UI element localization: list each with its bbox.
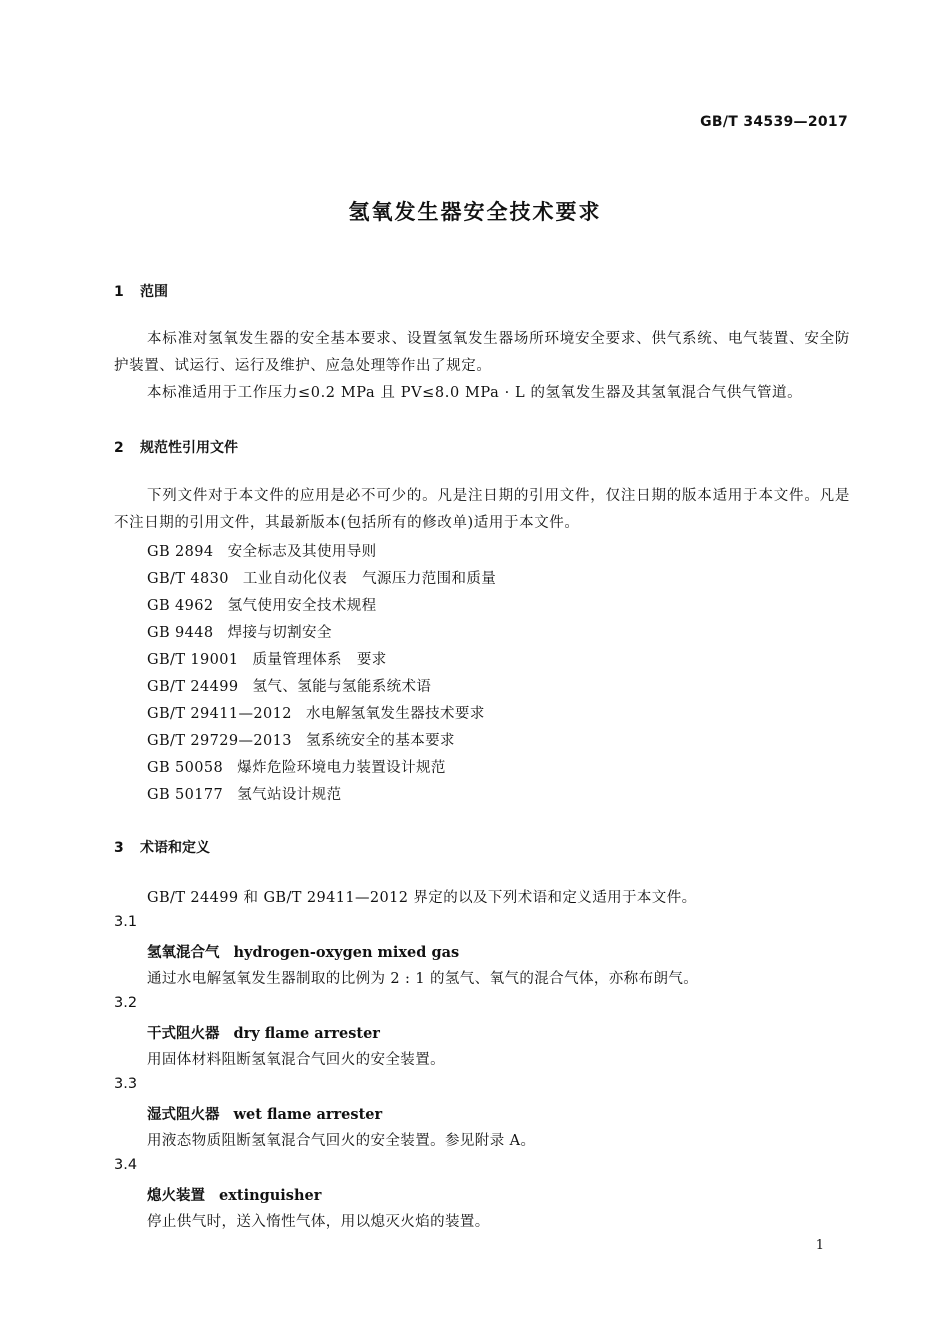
reference-code: GB 9448	[147, 625, 214, 641]
section-title: 规范性引用文件	[140, 440, 238, 456]
reference-title: 工业自动化仪表 气源压力范围和质量	[242, 571, 497, 587]
reference-code: GB 50058	[147, 760, 224, 776]
section-2-heading	[114, 437, 238, 457]
term-name	[147, 1103, 382, 1124]
term-name-en: dry flame arrester	[233, 1025, 380, 1042]
reference-title: 爆炸危险环境电力装置设计规范	[237, 760, 446, 776]
reference-code: GB 50177	[147, 787, 224, 803]
section-number: 3	[114, 840, 124, 856]
reference-code: GB/T 29411—2012	[147, 706, 292, 722]
terms-intro: GB/T 24499 和 GB/T 29411—2012 界定的以及下列术语和定义适用于本文件。	[147, 890, 697, 906]
reference-title: 氢气站设计规范	[237, 787, 342, 803]
reference-item	[147, 540, 377, 561]
term-number: 3.2	[114, 995, 138, 1011]
term-name-en: wet flame arrester	[233, 1106, 383, 1123]
term-definition: 停止供气时，送入惰性气体，用以熄灭火焰的装置。	[147, 1214, 490, 1230]
reference-item	[147, 594, 377, 615]
reference-item	[147, 702, 485, 723]
reference-title: 水电解氢氧发生器技术要求	[305, 706, 485, 722]
section-title: 术语和定义	[140, 840, 210, 856]
term-name	[147, 941, 459, 962]
term-number: 3.3	[114, 1076, 138, 1092]
term-definition: 用液态物质阻断氢氧混合气回火的安全装置。参见附录 A。	[147, 1133, 536, 1149]
term-definition: 用固体材料阻断氢氧混合气回火的安全装置。	[147, 1052, 445, 1068]
section-3-heading	[114, 837, 210, 857]
reference-item	[147, 567, 496, 588]
reference-title: 氢系统安全的基本要求	[305, 733, 455, 749]
reference-title: 氢气使用安全技术规程	[227, 598, 377, 614]
reference-title: 焊接与切割安全	[227, 625, 332, 641]
reference-item	[147, 729, 455, 750]
term-definition: 通过水电解氢氧发生器制取的比例为 2 : 1 的氢气、氧气的混合气体，亦称布朗气。	[147, 971, 699, 987]
page-number: 1	[815, 1238, 824, 1253]
reference-code: GB/T 24499	[147, 679, 239, 695]
term-name-cn: 氢氧混合气	[147, 945, 220, 961]
reference-item	[147, 675, 431, 696]
term-name-en: hydrogen-oxygen mixed gas	[233, 944, 460, 961]
term-name	[147, 1022, 380, 1043]
section-number: 2	[114, 440, 124, 456]
section-1-heading	[114, 281, 168, 301]
term-name-cn: 熄火装置	[147, 1188, 205, 1204]
term-name-en: extinguisher	[219, 1187, 322, 1204]
section-number: 1	[114, 284, 124, 300]
reference-item	[147, 783, 342, 804]
document-title: 氢氧发生器安全技术要求	[348, 200, 602, 224]
reference-title: 安全标志及其使用导则	[227, 544, 377, 560]
reference-title: 质量管理体系 要求	[252, 652, 387, 668]
reference-code: GB/T 4830	[147, 571, 229, 587]
term-number: 3.4	[114, 1157, 138, 1173]
reference-item	[147, 648, 387, 669]
reference-title: 氢气、氢能与氢能系统术语	[252, 679, 432, 695]
scope-paragraph-1: 本标准对氢氧发生器的安全基本要求、设置氢氧发生器场所环境安全要求、供气系统、电气装置、安全防护装置、试运行、运行及维护、应急处理等作出了规定。	[114, 331, 850, 374]
reference-code: GB/T 19001	[147, 652, 239, 668]
term-name	[147, 1184, 321, 1205]
section-title: 范围	[140, 284, 168, 300]
references-intro: 下列文件对于本文件的应用是必不可少的。凡是注日期的引用文件，仅注日期的版本适用于本文件。凡是不注日期的引用文件，其最新版本(包括所有的修改单)适用于本文件。	[114, 488, 850, 531]
standard-code: GB/T 34539—2017	[700, 114, 848, 130]
term-number: 3.1	[114, 914, 138, 930]
reference-code: GB 4962	[147, 598, 214, 614]
reference-item	[147, 756, 446, 777]
reference-item	[147, 621, 332, 642]
scope-paragraph-2: 本标准适用于工作压力≤0.2 MPa 且 PV≤8.0 MPa · L 的氢氧发生器及其氢氧混合气供气管道。	[147, 385, 803, 401]
term-name-cn: 湿式阻火器	[147, 1107, 220, 1123]
reference-code: GB/T 29729—2013	[147, 733, 292, 749]
reference-code: GB 2894	[147, 544, 214, 560]
term-name-cn: 干式阻火器	[147, 1026, 220, 1042]
